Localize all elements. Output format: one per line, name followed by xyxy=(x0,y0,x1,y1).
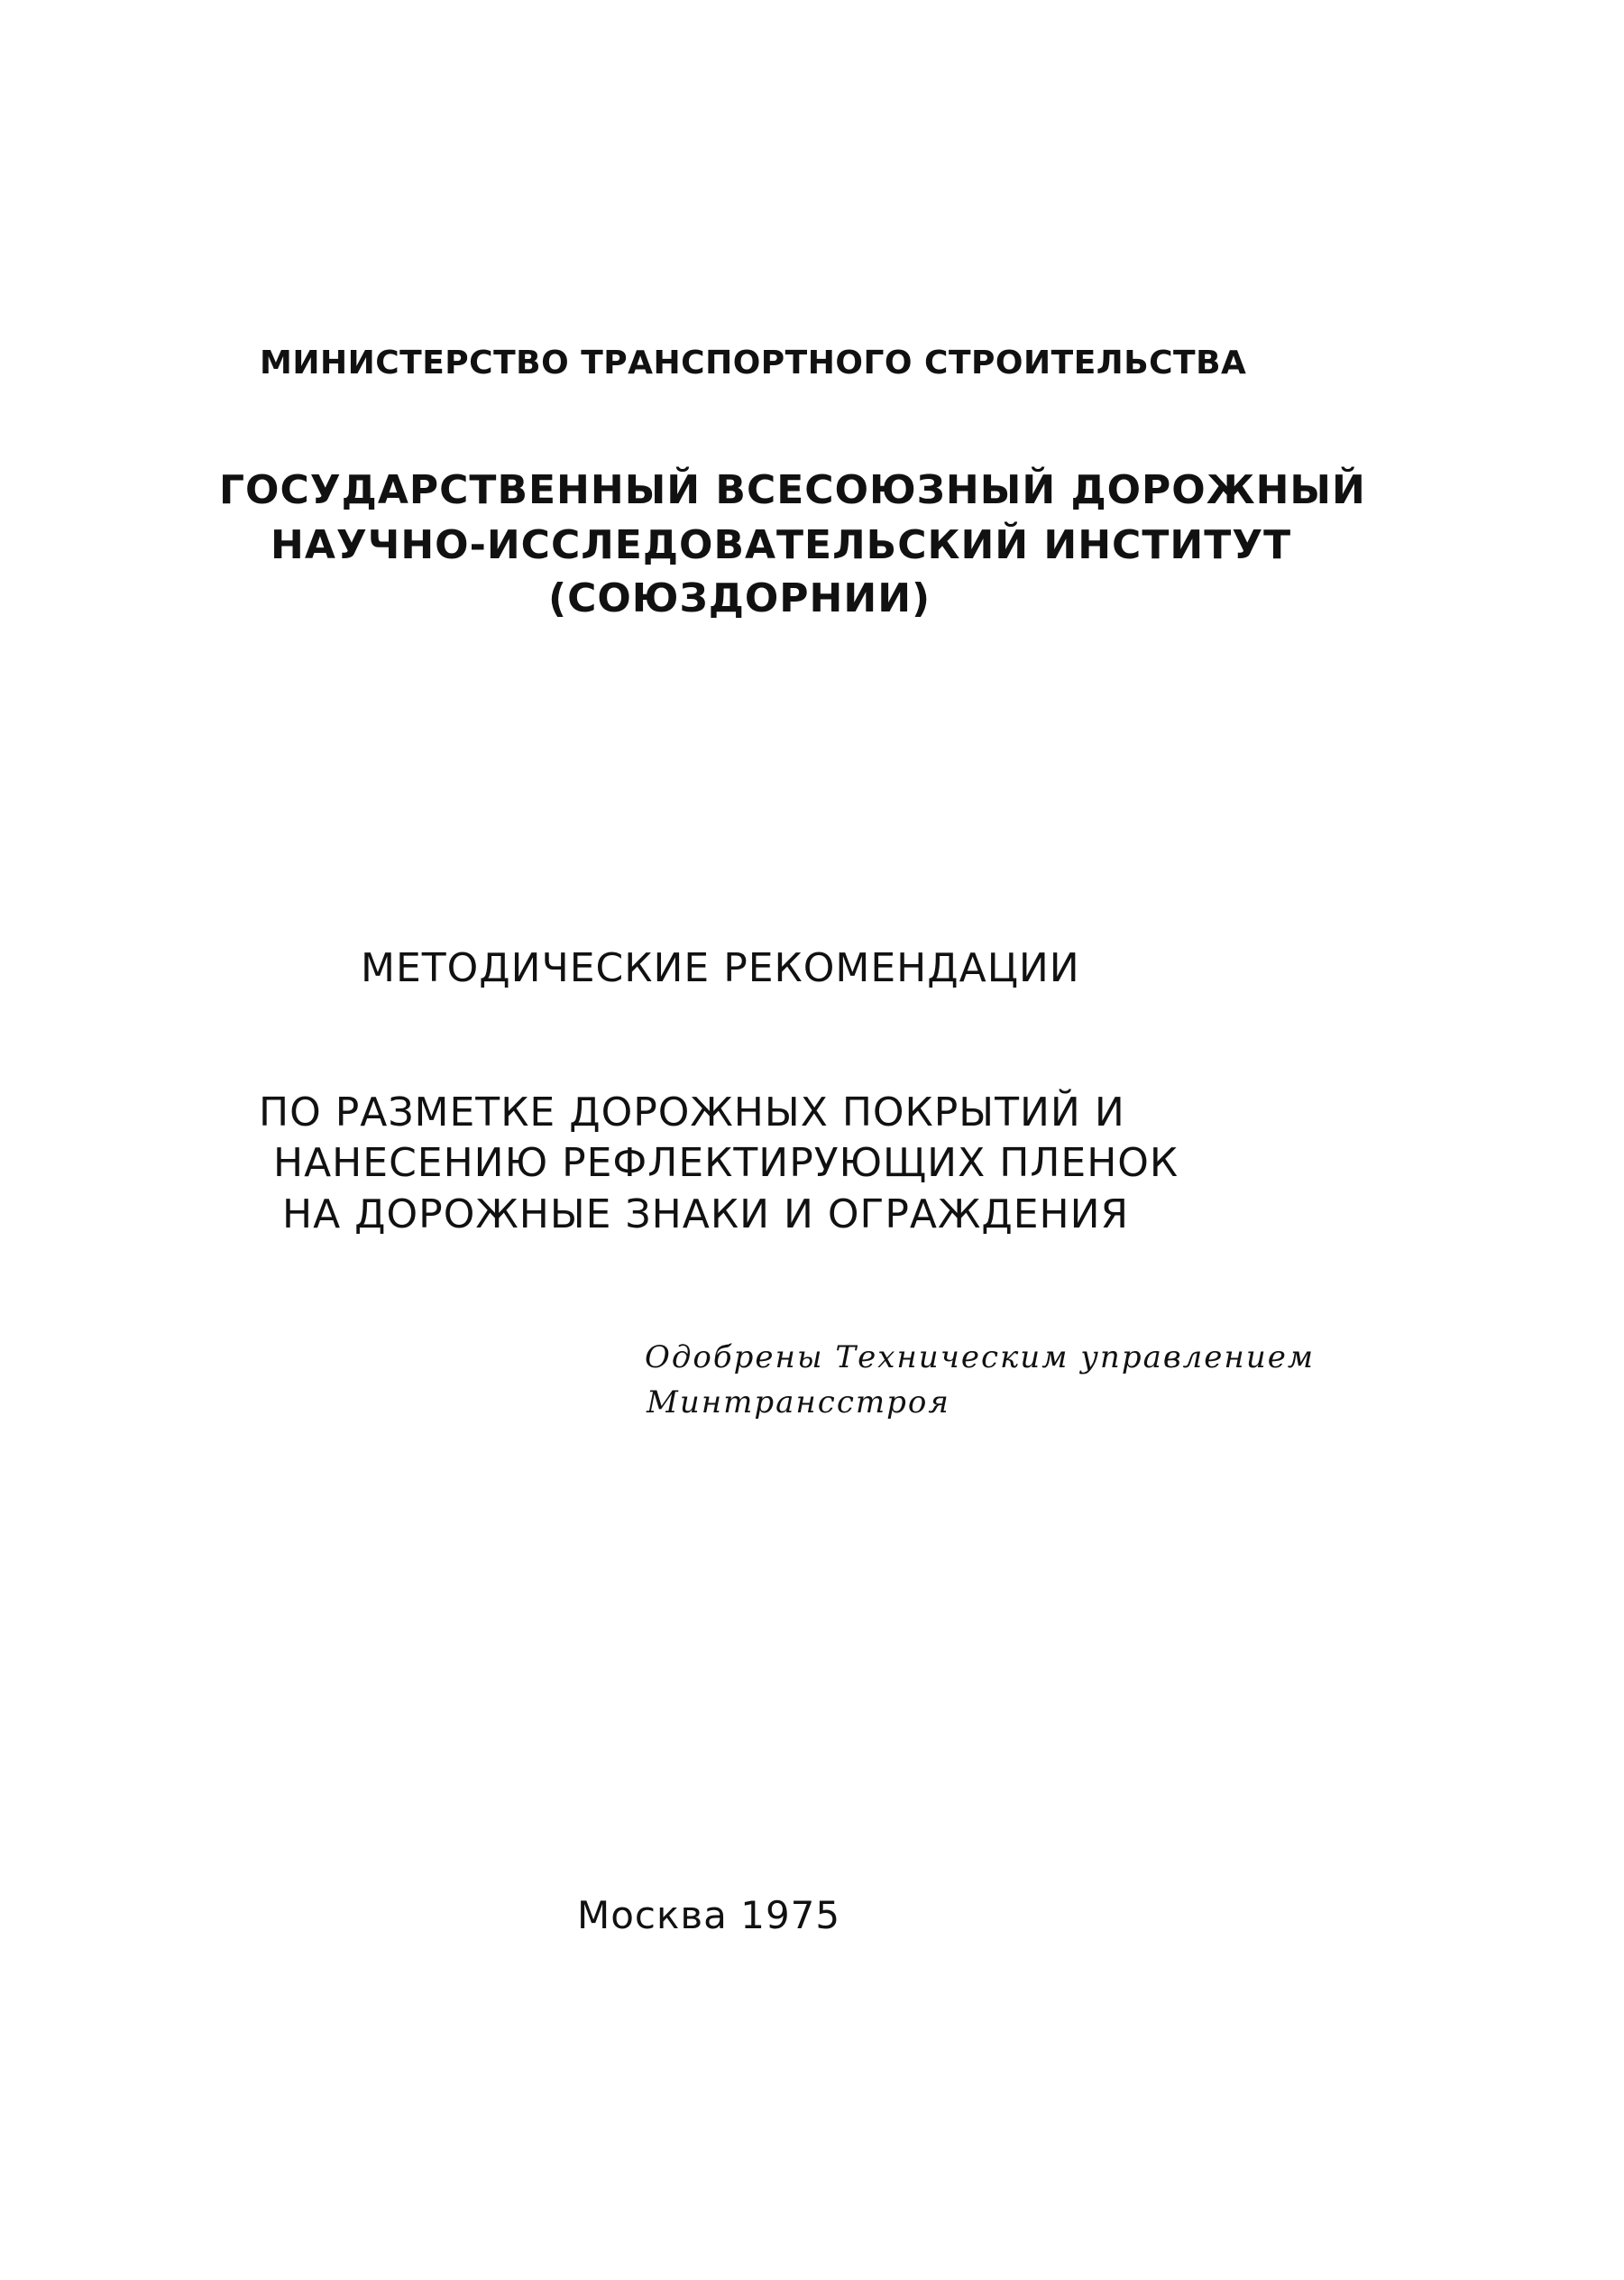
ministry-heading: МИНИСТЕРСТВО ТРАНСПОРТНОГО СТРОИТЕЛЬСТВА xyxy=(260,345,1247,382)
subject-line-2: НАНЕСЕНИЮ РЕФЛЕКТИРУЮЩИХ ПЛЕНОК xyxy=(273,1140,1179,1186)
institute-name-line-2: НАУЧНО-ИССЛЕДОВАТЕЛЬСКИЙ ИНСТИТУТ xyxy=(271,522,1292,568)
institute-name-line-1: ГОСУДАРСТВЕННЫЙ ВСЕСОЮЗНЫЙ ДОРОЖНЫЙ xyxy=(219,467,1366,513)
document-type-title: МЕТОДИЧЕСКИЕ РЕКОМЕНДАЦИИ xyxy=(361,945,1080,991)
approval-note-line-2: Минтрансстроя xyxy=(647,1384,950,1420)
subject-line-1: ПО РАЗМЕТКЕ ДОРОЖНЫХ ПОКРЫТИЙ И xyxy=(259,1089,1125,1135)
approval-note-line-1: Одобрены Техническим управлением xyxy=(645,1339,1316,1375)
place-and-year: Москва 1975 xyxy=(577,1893,841,1937)
subject-line-3: НА ДОРОЖНЫЕ ЗНАКИ И ОГРАЖДЕНИЯ xyxy=(282,1191,1130,1237)
institute-abbreviation: (СОЮЗДОРНИИ) xyxy=(548,575,931,621)
